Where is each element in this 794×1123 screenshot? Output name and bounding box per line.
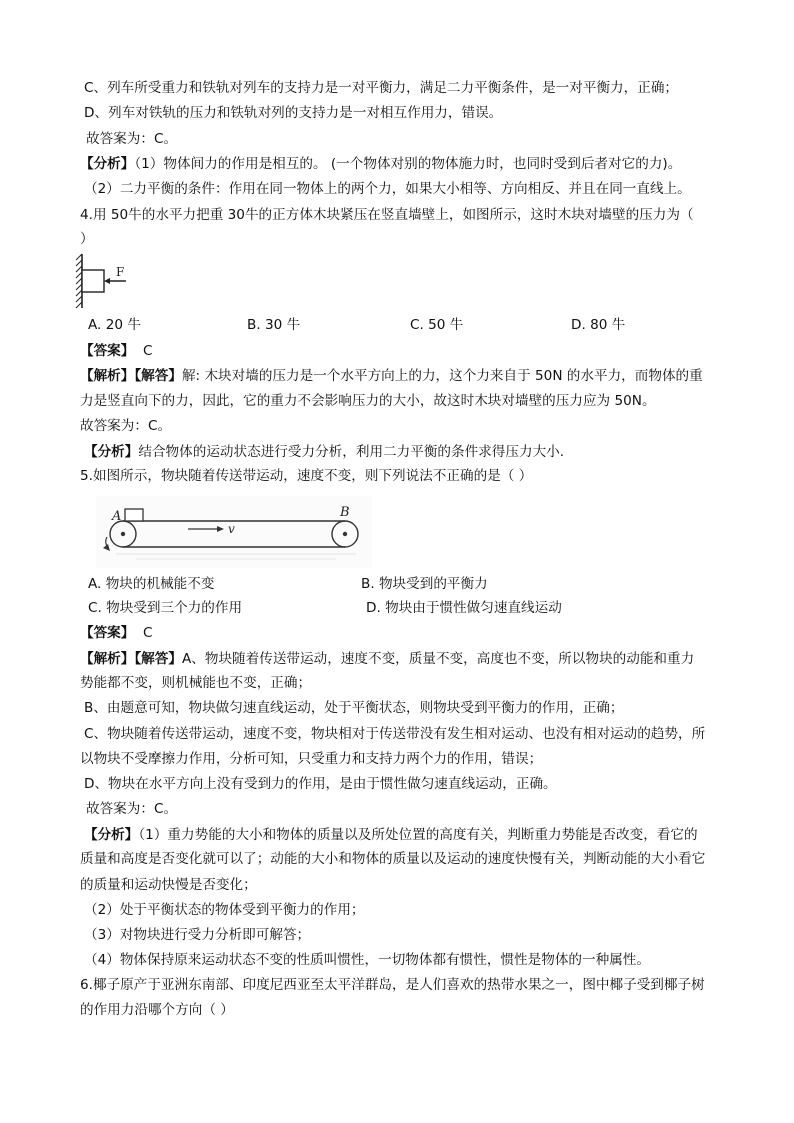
q5-stem: 5.如图所示，物块随着传送带运动，速度不变，则下列说法不正确的是（ ） — [80, 468, 533, 484]
answer-value: C — [143, 625, 153, 641]
q4-option-b: B. 30 牛 — [247, 317, 301, 333]
q4-stem-line-2: ） — [80, 231, 94, 247]
analysis-tag: 【分析】 — [84, 827, 139, 843]
prev-option-c-analysis: C、列车所受重力和铁轨对列车的支持力是一对平衡力，满足二力平衡条件，是一对平衡力，正确； — [84, 80, 679, 96]
solution-text: A、物块随着传送带运动，速度不变，质量不变，高度也不变，所以物块的动能和重力 — [181, 651, 695, 667]
solution-tag: 【解析】【解答】 — [80, 651, 182, 667]
analysis-text: （1）重力势能的大小和物体的质量以及所处位置的高度有关，判断重力势能是否改变，看它的 — [138, 827, 698, 843]
q5-option-a: A. 物块的机械能不变 — [88, 576, 215, 592]
q4-stem-line-1: 4.用 50牛的水平力把重 30牛的正方体木块紧压在竖直墙壁上，如图所示，这时木块对墙壁的压力为（ — [80, 207, 694, 223]
analysis-tag: 【分析】 — [84, 444, 139, 460]
solution-tag: 【解析】【解答】 — [80, 368, 182, 384]
solution-text: 解: 木块对墙的压力是一个水平方向上的力，这个力来自于 50N 的水平力，而物体的重 — [181, 368, 703, 384]
prev-analysis-line-1 — [80, 155, 681, 173]
q5-solution-line-3: B、由题意可知，物块做匀速直线运动，处于平衡状态，则物块受到平衡力的作用，正确； — [84, 700, 624, 716]
q5-solution-line-1 — [80, 650, 694, 668]
analysis-tag: 【分析】 — [80, 156, 135, 172]
answer-tag: 【答案】 — [80, 343, 135, 359]
q5-analysis-line-1 — [84, 826, 698, 844]
q5-option-d: D. 物块由于惯性做匀速直线运动 — [366, 600, 562, 616]
q5-analysis-line-6: （4）物体保持原来运动状态不变的性质叫惯性，一切物体都有惯性，惯性是物体的一种属性。 — [84, 952, 650, 968]
analysis-text: （1）物体间力的作用是相互的。 (一个物体对别的物体施力时，也同时受到后者对它的力)。 — [134, 156, 682, 172]
q6-stem-line-2: 的作用力沿哪个方向（ ） — [80, 1002, 234, 1018]
q5-analysis-line-2: 质量和高度是否变化就可以了；动能的大小和物体的质量以及运动的速度快慢有关，判断动能的大小看它 — [80, 851, 706, 867]
q4-answer-statement: 故答案为：C。 — [80, 418, 172, 434]
velocity-label-v: v — [228, 522, 235, 536]
q6-stem-line-1: 6.椰子原产于亚洲东南部、印度尼西亚至太平洋群岛，是人们喜欢的热带水果之一，图中椰子受到椰子树 — [80, 977, 705, 993]
q5-figure-conveyor — [96, 496, 372, 568]
q4-solution-line-1 — [80, 367, 703, 385]
answer-tag: 【答案】 — [80, 625, 135, 641]
answer-value: C — [143, 343, 153, 359]
q5-solution-line-4: C、物块随着传送带运动，速度不变，物块相对于传送带没有发生相对运动、也没有相对运动的趋势，所 — [84, 726, 706, 742]
q5-solution-line-2: 势能都不变，则机械能也不变，正确； — [80, 675, 312, 691]
q4-solution-line-2: 力是竖直向下的力，因此，它的重力不会影响压力的大小，故这时木块对墙壁的压力应为 50N。 — [80, 393, 656, 409]
q4-answer-line — [80, 342, 153, 360]
q5-option-c: C. 物块受到三个力的作用 — [88, 600, 243, 616]
q4-figure-wall-block — [74, 252, 136, 310]
q4-analysis-line — [84, 443, 564, 461]
q4-option-a: A. 20 牛 — [88, 317, 141, 333]
point-label-b: B — [340, 505, 350, 520]
q5-solution-line-5: 以物块不受摩擦力作用，分析可知，只受重力和支持力两个力的作用，错误； — [80, 751, 543, 767]
q5-analysis-line-4: （2）处于平衡状态的物体受到平衡力的作用； — [84, 902, 365, 918]
analysis-text: 结合物体的运动状态进行受力分析，利用二力平衡的条件求得压力大小. — [138, 444, 565, 460]
q5-option-b: B. 物块受到的平衡力 — [361, 576, 488, 592]
q4-option-c: C. 50 牛 — [410, 317, 464, 333]
q4-option-d: D. 80 牛 — [571, 317, 626, 333]
prev-answer-line: 故答案为：C。 — [86, 131, 178, 147]
q5-solution-line-6: D、物块在水平方向上没有受到力的作用，是由于惯性做匀速直线运动，正确。 — [84, 776, 557, 792]
prev-analysis-line-2: （2）二力平衡的条件：作用在同一物体上的两个力，如果大小相等、方向相反、并且在同一直线上。 — [84, 181, 691, 197]
point-label-a: A — [112, 509, 122, 524]
q5-analysis-line-5: （3）对物块进行受力分析即可解答； — [84, 927, 311, 943]
q5-answer-statement: 故答案为：C。 — [86, 801, 178, 817]
force-label-f: F — [116, 265, 125, 279]
q5-analysis-line-3: 的质量和运动快慢是否变化； — [80, 877, 257, 893]
q5-answer-line — [80, 624, 153, 642]
prev-option-d-analysis: D、列车对铁轨的压力和铁轨对列的支持力是一对相互作用力，错误。 — [84, 105, 503, 121]
